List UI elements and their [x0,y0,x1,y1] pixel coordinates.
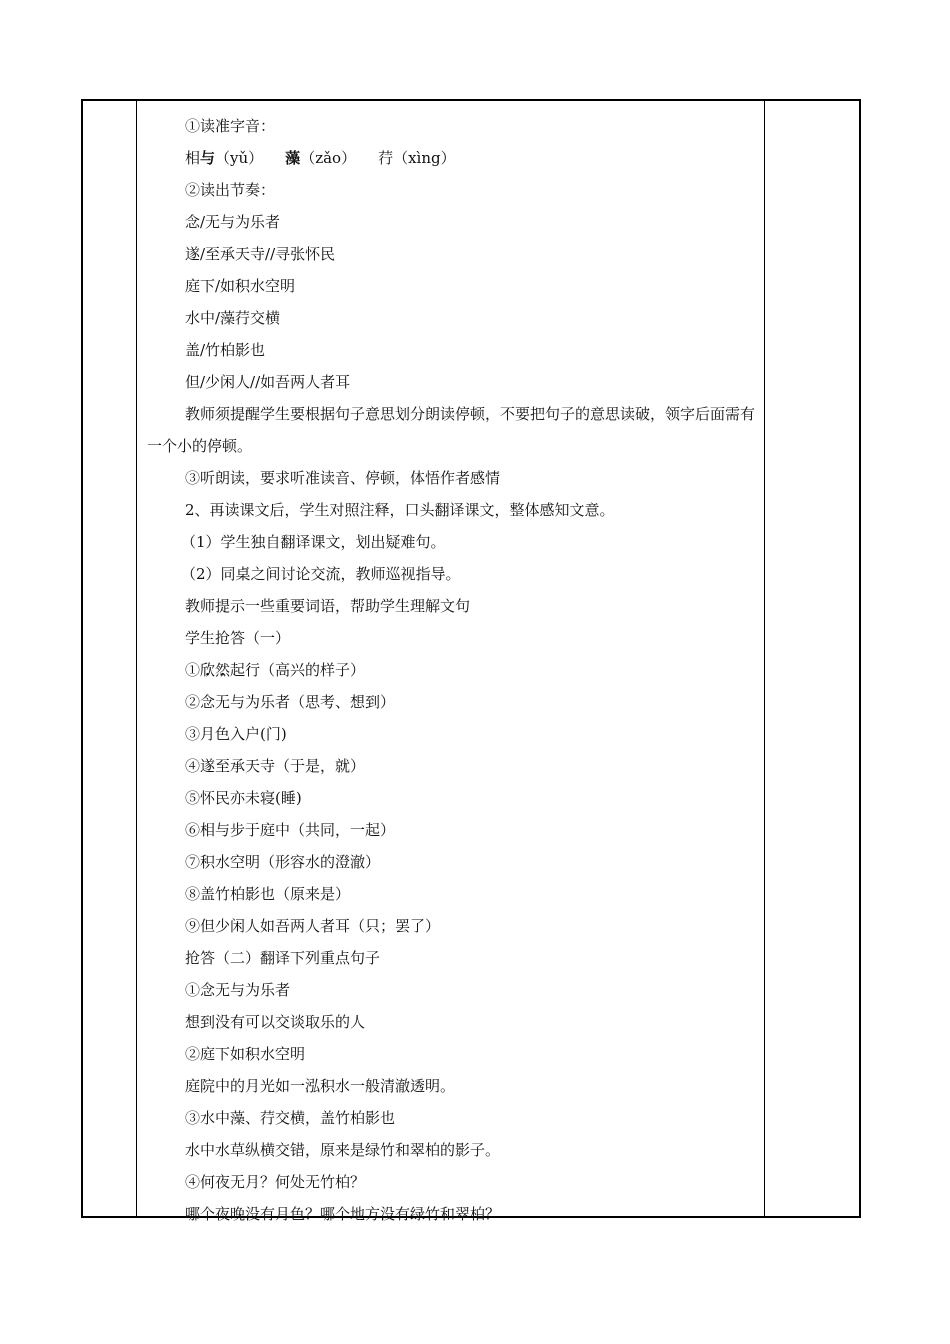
dotted-char: 然 [215,661,231,679]
bold-char: 藻 [285,149,301,167]
text-line [147,654,755,686]
text-line: 教师提示一些重要词语，帮助学生理解文句 [185,597,471,615]
pinyin: （zǎo） [300,149,357,167]
bold-char: 与 [200,149,216,167]
text-line: ⑥相与步于庭中（共同，一起） [185,821,396,839]
text-line: ②念无与为乐者（思考、想到） [185,693,396,711]
text-line: 但/少闲人//如吾两人者耳 [185,373,351,391]
text-line: ⑧盖竹柏影也（原来是） [185,885,351,903]
text-line: ③月色入户(门) [185,725,287,743]
text-line: ③水中藻、荇交横，盖竹柏影也 [185,1109,396,1127]
text-line: ②庭下如积水空明 [185,1045,306,1063]
pinyin: 荇（xìng） [378,149,456,167]
text-line: 2、再读课文后，学生对照注释，口头翻译课文，整体感知文意。 [185,501,615,519]
text-line: 想到没有可以交谈取乐的人 [185,1013,366,1031]
char: 相 [185,149,201,167]
ordinal: ① [185,661,201,679]
lesson-content [137,110,761,1230]
lesson-table [81,99,861,1223]
text-line: （2）同桌之间讨论交流，教师巡视指导。 [181,565,461,583]
text-line: 哪个夜晚没有月色？哪个地方没有绿竹和翠柏？ [185,1205,501,1223]
text-line: （1）学生独自翻译课文，划出疑难句。 [181,533,446,551]
text-line: ⑨但少闲人如吾两人者耳（只；罢了） [185,917,441,935]
text-line: 学生抢答（一） [185,629,291,647]
text-line: 水中/藻荇交横 [185,309,281,327]
text-line: 庭院中的月光如一泓积水一般清澈透明。 [185,1077,456,1095]
paragraph: 教师须提醒学生要根据句子意思划分朗读停顿，不要把句子的意思读破，领字后面需有一个小的停顿。 [147,405,756,455]
text-line: ⑤怀民亦未寝(睡) [185,789,302,807]
text-line: ③听朗读，要求听准读音、停顿，体悟作者感情 [185,469,501,487]
text-line: ①念无与为乐者 [185,981,291,999]
text-line: 念/无与为乐者 [185,213,281,231]
text-line: ⑦积水空明（形容水的澄澈） [185,853,381,871]
text-line: 盖/竹柏影也 [185,341,266,359]
text: 起行（高兴的样子） [230,661,366,679]
text-line: ①读准字音： [185,117,276,135]
text-line: 遂/至承天寺//寻张怀民 [185,245,336,263]
column-divider-right [764,101,765,1216]
text-line: 抢答（二）翻译下列重点句子 [185,949,381,967]
text-line: ④遂至承天寺（于是，就） [185,757,366,775]
text-line: ②读出节奏： [185,181,276,199]
pinyin: （yǔ） [215,149,264,167]
text-line: 水中水草纵横交错，原来是绿竹和翠柏的影子。 [185,1141,501,1159]
pronunciation-line [147,142,755,174]
text-line: ④何夜无月？何处无竹柏？ [185,1173,366,1191]
text-line: 庭下/如积水空明 [185,277,296,295]
dotted-char: 欣 [200,661,216,679]
